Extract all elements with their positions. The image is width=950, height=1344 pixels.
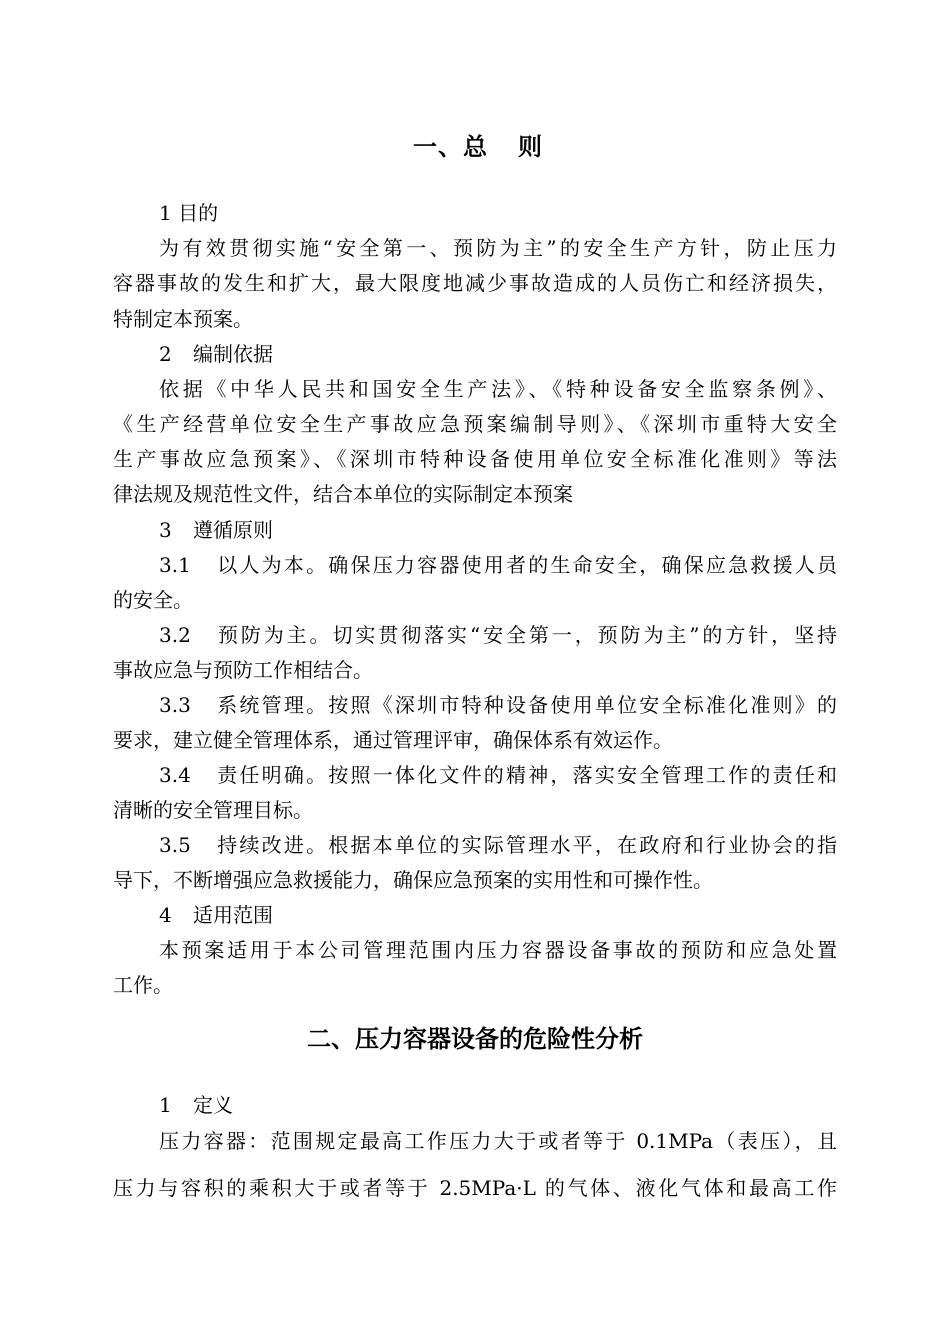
item-scope-title: 4 适用范围 xyxy=(159,903,273,927)
item-purpose-title: 1 目的 xyxy=(159,201,219,225)
principle-3-4-line-2: 清晰的安全管理目标。 xyxy=(113,798,313,822)
section1-heading-part-a: 一、总 xyxy=(413,133,488,161)
basis-line-4: 律法规及规范性文件，结合本单位的实际制定本预案 xyxy=(113,482,573,506)
scope-line-1: 本预案适用于本公司管理范围内压力容器设备事故的预防和应急处置 xyxy=(159,938,837,962)
principle-3-5-line-1: 3.5 持续改进。根据本单位的实际管理水平，在政府和行业协会的指 xyxy=(159,833,837,857)
principle-3-2-line-2: 事故应急与预防工作相结合。 xyxy=(113,658,373,682)
principle-3-3-line-2: 要求，建立健全管理体系，通过管理评审，确保体系有效运作。 xyxy=(113,728,673,752)
section1-heading xyxy=(0,132,950,162)
item-principles-title: 3 遵循原则 xyxy=(159,518,273,542)
section1-heading-part-b: 则 xyxy=(518,133,543,161)
basis-line-1: 依据《中华人民共和国安全生产法》、《特种设备安全监察条例》、 xyxy=(159,377,837,401)
definition-line-2: 压力与容积的乘积大于或者等于 2.5MPa·L 的气体、液化气体和最高工作 xyxy=(113,1176,837,1200)
principle-3-1-line-2: 的安全。 xyxy=(113,588,193,612)
principle-3-4-line-1: 3.4 责任明确。按照一体化文件的精神，落实安全管理工作的责任和 xyxy=(159,763,837,787)
scope-line-2: 工作。 xyxy=(113,973,173,997)
basis-line-3: 生产事故应急预案》、《深圳市特种设备使用单位安全标准化准则》等法 xyxy=(113,447,837,471)
basis-line-2: 《生产经营单位安全生产事故应急预案编制导则》、《深圳市重特大安全 xyxy=(113,412,837,436)
principle-3-5-line-2: 导下，不断增强应急救援能力，确保应急预案的实用性和可操作性。 xyxy=(113,868,713,892)
purpose-line-1: 为有效贯彻实施“安全第一、预防为主”的安全生产方针，防止压力 xyxy=(159,236,837,260)
item-basis-title: 2 编制依据 xyxy=(159,342,273,366)
principle-3-3-line-1: 3.3 系统管理。按照《深圳市特种设备使用单位安全标准化准则》的 xyxy=(159,693,837,717)
item-definition-title: 1 定义 xyxy=(159,1093,233,1117)
purpose-line-3: 特制定本预案。 xyxy=(113,307,253,331)
principle-3-1-line-1: 3.1 以人为本。确保压力容器使用者的生命安全，确保应急救援人员 xyxy=(159,553,837,577)
principle-3-2-line-1: 3.2 预防为主。切实贯彻落实“安全第一，预防为主”的方针，坚持 xyxy=(159,623,837,647)
purpose-line-2: 容器事故的发生和扩大，最大限度地减少事故造成的人员伤亡和经济损失， xyxy=(113,271,837,295)
section2-heading: 二、压力容器设备的危险性分析 xyxy=(307,1025,643,1053)
definition-line-1: 压力容器：范围规定最高工作压力大于或者等于 0.1MPa（表压），且 xyxy=(159,1129,837,1153)
